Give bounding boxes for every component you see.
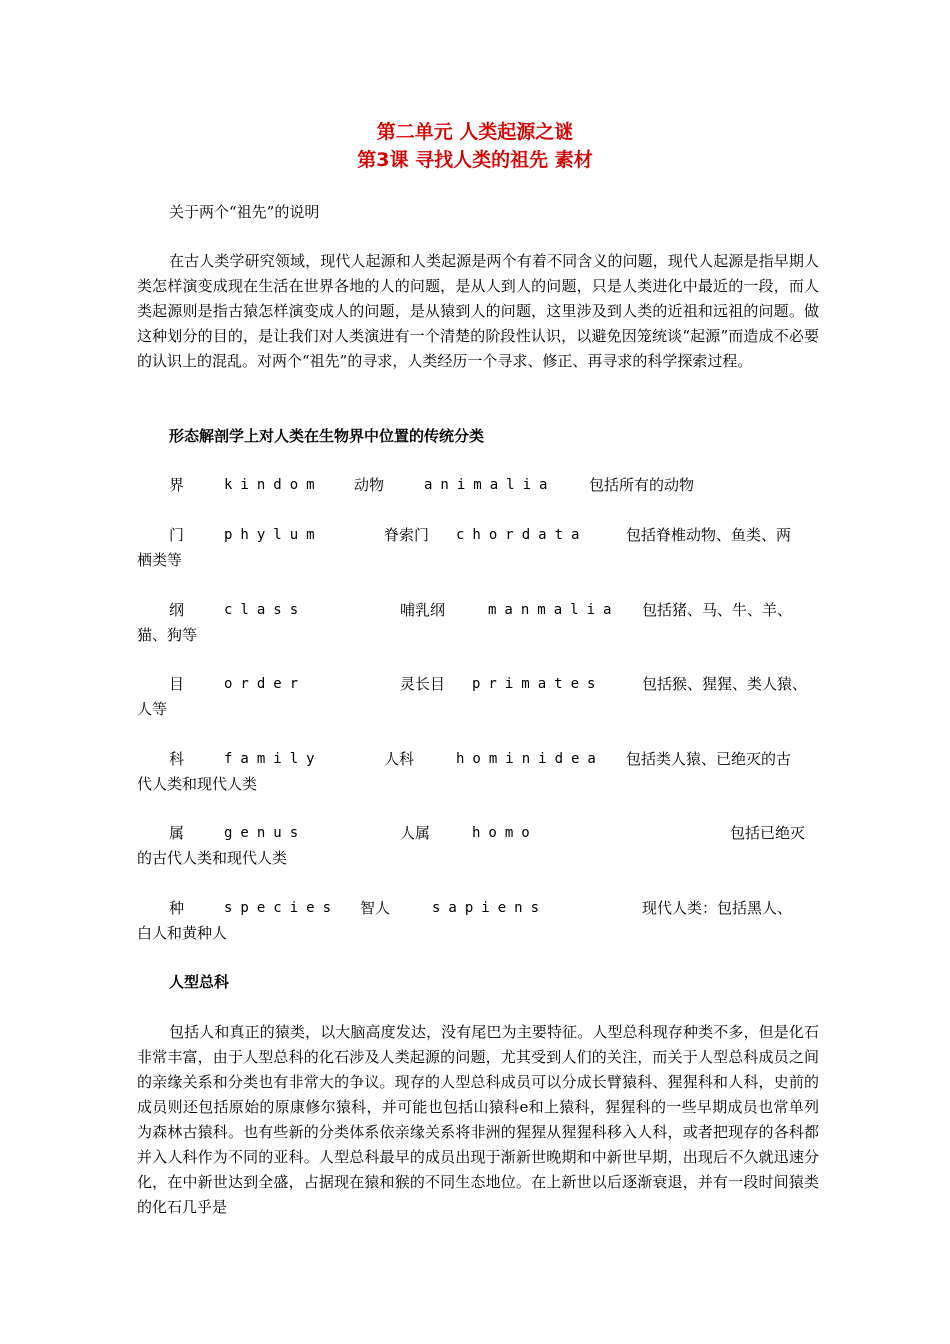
rank-description: 包括已绝灭 [730,824,806,842]
rank-english: family [224,751,323,767]
rank-latin: homo [472,825,538,841]
classification-row [0,896,950,921]
rank-description-continued: 猫、狗等 [137,626,198,644]
rank-description: 包括猪、马、牛、羊、 [642,601,793,619]
rank-description-continued: 代人类和现代人类 [137,775,258,793]
rank-chinese: 动物 [354,476,385,494]
rank-description-continued: 白人和黄种人 [137,924,228,942]
rank-chinese: 哺乳纲 [400,601,446,619]
hominoidea-heading: 人型总科 [169,973,230,991]
rank-english: genus [224,825,307,841]
classification-row [0,473,950,498]
rank-english: class [224,602,307,618]
rank-english: kindom [224,477,323,493]
rank: 门 [169,526,185,544]
classification-row [0,821,950,846]
classification-row [0,747,950,772]
ancestors-paragraph: 在古人类学研究领域，现代人起源和人类起源是两个有着不同含义的问题，现代人起源是指早期人类怎样演变成现在生活在世界各地的人的问题，是从人到人的问题，只是人类进化中最近的一段，而人类起源则是指古猿怎样演变成人的问题，是从猿到人的问题，这里涉及到人类的近祖和远祖的问题。做这种划分的目的，是让我们对人类演进有一个清楚的阶段性认识，以避免因笼统谈“起源”而造成不必要的认识上的混乱。对两个“祖先”的寻求，人类经历一个寻求、修正、再寻求的科学探索过程。 [137,252,819,370]
rank-latin: chordata [456,527,588,543]
rank-description-continued: 人等 [137,700,168,718]
rank-english: species [224,900,340,916]
rank-latin: sapiens [432,900,548,916]
classification-row [0,672,950,697]
rank-latin: manmalia [488,602,620,618]
rank-english: phylum [224,527,323,543]
rank: 界 [169,476,185,494]
rank-chinese: 灵长目 [400,675,446,693]
rank-chinese: 人科 [384,750,415,768]
rank-description-continued: 的古代人类和现代人类 [137,849,288,867]
rank-latin: hominidea [456,751,604,767]
unit-title: 第二单元 人类起源之谜 [376,121,574,143]
rank-description: 包括脊椎动物、鱼类、两 [626,526,792,544]
rank: 纲 [169,601,185,619]
rank: 种 [169,899,185,917]
rank-description-continued: 栖类等 [137,551,183,569]
rank-description: 包括类人猿、已绝灭的古 [626,750,792,768]
rank-chinese: 人属 [400,824,431,842]
section-label-ancestors: 关于两个“祖先”的说明 [169,203,320,221]
rank-description: 包括所有的动物 [589,476,695,494]
hominoidea-paragraph: 包括人和真正的猿类，以大脑高度发达，没有尾巴为主要特征。人型总科现存种类不多，但是化石非常丰富，由于人型总科的化石涉及人类起源的问题，尤其受到人们的关注，而关于人型总科成员之间的亲缘关系和分类也有非常大的争议。现存的人型总科成员可以分成长臂猿科、猩猩科和人科，史前的成员则还包括原始的原康修尔猿科，并可能也包括山猿科e和上猿科，猩猩科的一些早期成员也常单列为森林古猿科。也有些新的分类体系依亲缘关系将非洲的猩猩从猩猩科移入人科，或者把现存的各科都并入人科作为不同的亚科。人型总科最早的成员出现于渐新世晚期和中新世早期，出现后不久就迅速分化，在中新世达到全盛，占据现在猿和猴的不同生态地位。在上新世以后逐渐衰退，并有一段时间猿类的化石几乎是 [137,1023,819,1216]
rank-chinese: 智人 [360,899,391,917]
rank-description: 现代人类：包括黑人、 [642,899,793,917]
rank-english: order [224,676,307,692]
classification-heading: 形态解剖学上对人类在生物界中位置的传统分类 [169,427,485,445]
rank-latin: primates [472,676,604,692]
classification-row [0,523,950,548]
classification-row [0,598,950,623]
rank: 科 [169,750,185,768]
lesson-title: 第3课 寻找人类的祖先 素材 [357,149,593,171]
rank-description: 包括猴、猩猩、类人猿、 [642,675,808,693]
rank-chinese: 脊索门 [384,526,430,544]
rank: 属 [169,824,185,842]
rank: 目 [169,675,185,693]
rank-latin: animalia [424,477,556,493]
